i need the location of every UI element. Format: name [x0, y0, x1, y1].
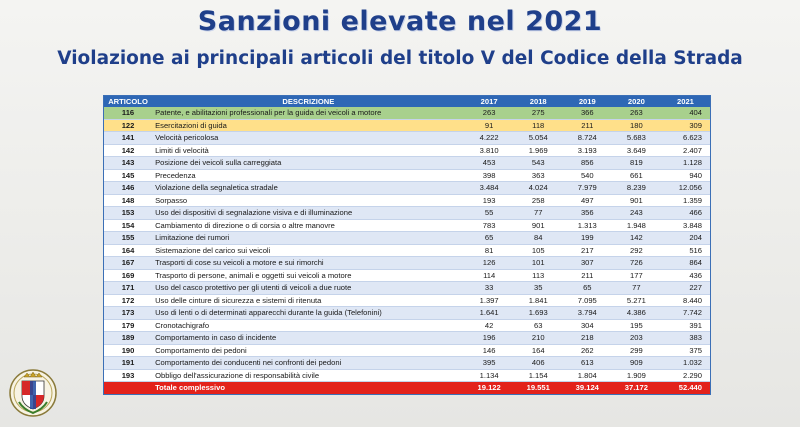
table-row	[104, 207, 710, 220]
table-row	[104, 182, 710, 195]
cell-articolo: 190	[104, 344, 152, 357]
cell-y2019: 497	[563, 194, 612, 207]
cell-y2020: 909	[612, 357, 661, 370]
cell-y2020: 4.386	[612, 307, 661, 320]
cell-y2021: 1.359	[661, 194, 710, 207]
cell-y2017: 196	[465, 332, 514, 345]
col-header-descrizione: DESCRIZIONE	[152, 96, 465, 107]
cell-articolo: 169	[104, 269, 152, 282]
cell-y2021: 2.290	[661, 369, 710, 382]
cell-y2020: 1.948	[612, 219, 661, 232]
cell-y2019: 613	[563, 357, 612, 370]
cell-y2019: 1.313	[563, 219, 612, 232]
cell-y2021: 516	[661, 244, 710, 257]
cell-articolo: 167	[104, 257, 152, 270]
cell-y2017: 3.484	[465, 182, 514, 195]
cell-articolo: 193	[104, 369, 152, 382]
cell-y2021: 940	[661, 169, 710, 182]
page-title: Sanzioni elevate nel 2021	[197, 6, 603, 37]
cell-y2021: 2.407	[661, 144, 710, 157]
cell-articolo: 116	[104, 107, 152, 119]
cell-y2019: 304	[563, 319, 612, 332]
cell-descrizione: Sistemazione del carico sui veicoli	[152, 244, 465, 257]
cell-articolo: 189	[104, 332, 152, 345]
cell-y2020: 5.683	[612, 132, 661, 145]
cell-y2019: 356	[563, 207, 612, 220]
table-row	[104, 194, 710, 207]
cell-y2020: 180	[612, 119, 661, 132]
cell-y2020: 5.271	[612, 294, 661, 307]
col-header-articolo: ARTICOLO	[104, 96, 152, 107]
col-header-2018: 2018	[514, 96, 563, 107]
cell-y2020: 8.239	[612, 182, 661, 195]
table-row	[104, 219, 710, 232]
table-body	[104, 107, 710, 394]
cell-y2019: 211	[563, 119, 612, 132]
cell-y2020: 901	[612, 194, 661, 207]
cell-y2017: 1.641	[465, 307, 514, 320]
cell-y2018: 901	[514, 219, 563, 232]
cell-y2021: 1.128	[661, 157, 710, 170]
table-row	[104, 244, 710, 257]
cell-y2020: 263	[612, 107, 661, 119]
cell-y2017: 146	[465, 344, 514, 357]
cell-y2021: 6.623	[661, 132, 710, 145]
cell-y2021: 8.440	[661, 294, 710, 307]
table-header-row	[104, 96, 710, 107]
cell-y2021: 227	[661, 282, 710, 295]
cell-y2019: 540	[563, 169, 612, 182]
table-row	[104, 157, 710, 170]
cell-y2021: 309	[661, 119, 710, 132]
cell-y2017: 55	[465, 207, 514, 220]
table-row	[104, 119, 710, 132]
cell-y2018: 258	[514, 194, 563, 207]
cell-y2019: 1.804	[563, 369, 612, 382]
table-row	[104, 144, 710, 157]
table-row	[104, 107, 710, 119]
table-row	[104, 344, 710, 357]
table-row	[104, 169, 710, 182]
cell-articolo: 191	[104, 357, 152, 370]
table-row	[104, 269, 710, 282]
cell-descrizione: Patente, e abilitazioni professionali per la guida dei veicoli a motore	[152, 107, 465, 119]
cell-articolo: 171	[104, 282, 152, 295]
cell-articolo: 154	[104, 219, 152, 232]
table-row	[104, 332, 710, 345]
cell-descrizione: Trasporti di cose su veicoli a motore e sui rimorchi	[152, 257, 465, 270]
cell-y2017: 783	[465, 219, 514, 232]
cell-y2021: 7.742	[661, 307, 710, 320]
cell-y2018: 84	[514, 232, 563, 245]
cell-y2021: 466	[661, 207, 710, 220]
cell-y2019: 366	[563, 107, 612, 119]
cell-descrizione: Trasporto di persone, animali e oggetti sui veicoli a motore	[152, 269, 465, 282]
cell-y2020: 661	[612, 169, 661, 182]
cell-y2018: 4.024	[514, 182, 563, 195]
cell-y2020: 1.909	[612, 369, 661, 382]
cell-articolo: 173	[104, 307, 152, 320]
cell-articolo: 153	[104, 207, 152, 220]
cell-y2018: 543	[514, 157, 563, 170]
cell-descrizione: Uso di lenti o di determinati apparecchi durante la guida (Telefonini)	[152, 307, 465, 320]
cell-y2019: 307	[563, 257, 612, 270]
cell-y2017: 263	[465, 107, 514, 119]
total-cell-y2017: 19.122	[465, 382, 514, 394]
cell-descrizione: Limiti di velocità	[152, 144, 465, 157]
cell-y2020: 195	[612, 319, 661, 332]
cell-y2021: 864	[661, 257, 710, 270]
cell-y2019: 3.193	[563, 144, 612, 157]
cell-y2017: 65	[465, 232, 514, 245]
cell-articolo: 141	[104, 132, 152, 145]
cell-descrizione: Limitazione dei rumori	[152, 232, 465, 245]
cell-y2018: 118	[514, 119, 563, 132]
cell-y2021: 375	[661, 344, 710, 357]
cell-y2017: 4.222	[465, 132, 514, 145]
cell-y2017: 395	[465, 357, 514, 370]
cell-y2020: 77	[612, 282, 661, 295]
cell-descrizione: Esercitazioni di guida	[152, 119, 465, 132]
cell-articolo: 179	[104, 319, 152, 332]
cell-y2018: 101	[514, 257, 563, 270]
cell-y2021: 204	[661, 232, 710, 245]
cell-articolo: 145	[104, 169, 152, 182]
cell-y2019: 7.979	[563, 182, 612, 195]
cell-y2021: 391	[661, 319, 710, 332]
cell-descrizione: Uso del casco protettivo per gli utenti di veicoli a due ruote	[152, 282, 465, 295]
cell-articolo: 122	[104, 119, 152, 132]
cell-descrizione: Uso dei dispositivi di segnalazione visiva e di illuminazione	[152, 207, 465, 220]
cell-y2020: 292	[612, 244, 661, 257]
cell-descrizione: Cronotachigrafo	[152, 319, 465, 332]
cell-descrizione: Comportamento dei pedoni	[152, 344, 465, 357]
cell-descrizione: Velocità pericolosa	[152, 132, 465, 145]
cell-descrizione: Sorpasso	[152, 194, 465, 207]
cell-y2017: 126	[465, 257, 514, 270]
cell-y2017: 453	[465, 157, 514, 170]
cell-y2020: 819	[612, 157, 661, 170]
cell-y2020: 177	[612, 269, 661, 282]
cell-descrizione: Cambiamento di direzione o di corsia o altre manovre	[152, 219, 465, 232]
table-row	[104, 232, 710, 245]
cell-y2018: 164	[514, 344, 563, 357]
cell-y2020: 299	[612, 344, 661, 357]
cell-y2021: 404	[661, 107, 710, 119]
cell-y2017: 193	[465, 194, 514, 207]
cell-descrizione: Comportamento in caso di incidente	[152, 332, 465, 345]
table-row	[104, 294, 710, 307]
cell-articolo: 142	[104, 144, 152, 157]
cell-y2019: 856	[563, 157, 612, 170]
cell-descrizione: Uso delle cinture di sicurezza e sistemi di ritenuta	[152, 294, 465, 307]
cell-y2017: 1.134	[465, 369, 514, 382]
cell-articolo: 172	[104, 294, 152, 307]
cell-y2021: 1.032	[661, 357, 710, 370]
cell-descrizione: Posizione dei veicoli sulla carreggiata	[152, 157, 465, 170]
cell-y2020: 243	[612, 207, 661, 220]
cell-y2018: 63	[514, 319, 563, 332]
cell-y2019: 217	[563, 244, 612, 257]
cell-y2017: 42	[465, 319, 514, 332]
cell-y2018: 363	[514, 169, 563, 182]
cell-descrizione: Precedenza	[152, 169, 465, 182]
col-header-2017: 2017	[465, 96, 514, 107]
cell-y2020: 726	[612, 257, 661, 270]
cell-y2021: 383	[661, 332, 710, 345]
page-subtitle: Violazione ai principali articoli del titolo V del Codice della Strada	[57, 48, 743, 69]
cell-y2019: 218	[563, 332, 612, 345]
col-header-2021: 2021	[661, 96, 710, 107]
cell-y2017: 398	[465, 169, 514, 182]
col-header-2019: 2019	[563, 96, 612, 107]
cell-y2018: 113	[514, 269, 563, 282]
municipal-crest-icon	[9, 369, 57, 417]
cell-descrizione: Obbligo dell'assicurazione di responsabilità civile	[152, 369, 465, 382]
cell-y2018: 1.841	[514, 294, 563, 307]
total-cell-y2019: 39.124	[563, 382, 612, 394]
cell-y2019: 7.095	[563, 294, 612, 307]
table-row	[104, 282, 710, 295]
cell-y2017: 91	[465, 119, 514, 132]
cell-y2018: 275	[514, 107, 563, 119]
cell-y2020: 142	[612, 232, 661, 245]
total-cell-y2021: 52.440	[661, 382, 710, 394]
cell-y2020: 3.649	[612, 144, 661, 157]
cell-y2018: 5.054	[514, 132, 563, 145]
cell-y2017: 1.397	[465, 294, 514, 307]
table-row	[104, 257, 710, 270]
total-cell-y2020: 37.172	[612, 382, 661, 394]
cell-y2019: 199	[563, 232, 612, 245]
table-row	[104, 319, 710, 332]
cell-y2019: 65	[563, 282, 612, 295]
cell-y2018: 77	[514, 207, 563, 220]
cell-y2017: 3.810	[465, 144, 514, 157]
total-cell-y2018: 19.551	[514, 382, 563, 394]
total-cell-articolo	[104, 382, 152, 394]
cell-y2021: 436	[661, 269, 710, 282]
cell-y2017: 81	[465, 244, 514, 257]
cell-y2019: 3.794	[563, 307, 612, 320]
cell-articolo: 164	[104, 244, 152, 257]
cell-y2018: 35	[514, 282, 563, 295]
cell-articolo: 155	[104, 232, 152, 245]
cell-descrizione: Comportamento dei conducenti nei confronti dei pedoni	[152, 357, 465, 370]
table-row	[104, 132, 710, 145]
cell-articolo: 148	[104, 194, 152, 207]
cell-y2019: 8.724	[563, 132, 612, 145]
cell-y2021: 3.848	[661, 219, 710, 232]
total-cell-descrizione: Totale complessivo	[152, 382, 465, 394]
cell-y2017: 114	[465, 269, 514, 282]
cell-y2019: 262	[563, 344, 612, 357]
cell-y2019: 211	[563, 269, 612, 282]
cell-y2021: 12.056	[661, 182, 710, 195]
cell-y2018: 406	[514, 357, 563, 370]
violations-table	[103, 95, 711, 395]
cell-y2018: 1.693	[514, 307, 563, 320]
cell-y2018: 1.154	[514, 369, 563, 382]
cell-y2018: 1.969	[514, 144, 563, 157]
table-row	[104, 307, 710, 320]
cell-y2018: 210	[514, 332, 563, 345]
table-row	[104, 357, 710, 370]
cell-y2020: 203	[612, 332, 661, 345]
total-row	[104, 382, 710, 394]
col-header-2020: 2020	[612, 96, 661, 107]
cell-descrizione: Violazione della segnaletica stradale	[152, 182, 465, 195]
cell-y2018: 105	[514, 244, 563, 257]
cell-articolo: 143	[104, 157, 152, 170]
table-row	[104, 369, 710, 382]
cell-y2017: 33	[465, 282, 514, 295]
cell-articolo: 146	[104, 182, 152, 195]
